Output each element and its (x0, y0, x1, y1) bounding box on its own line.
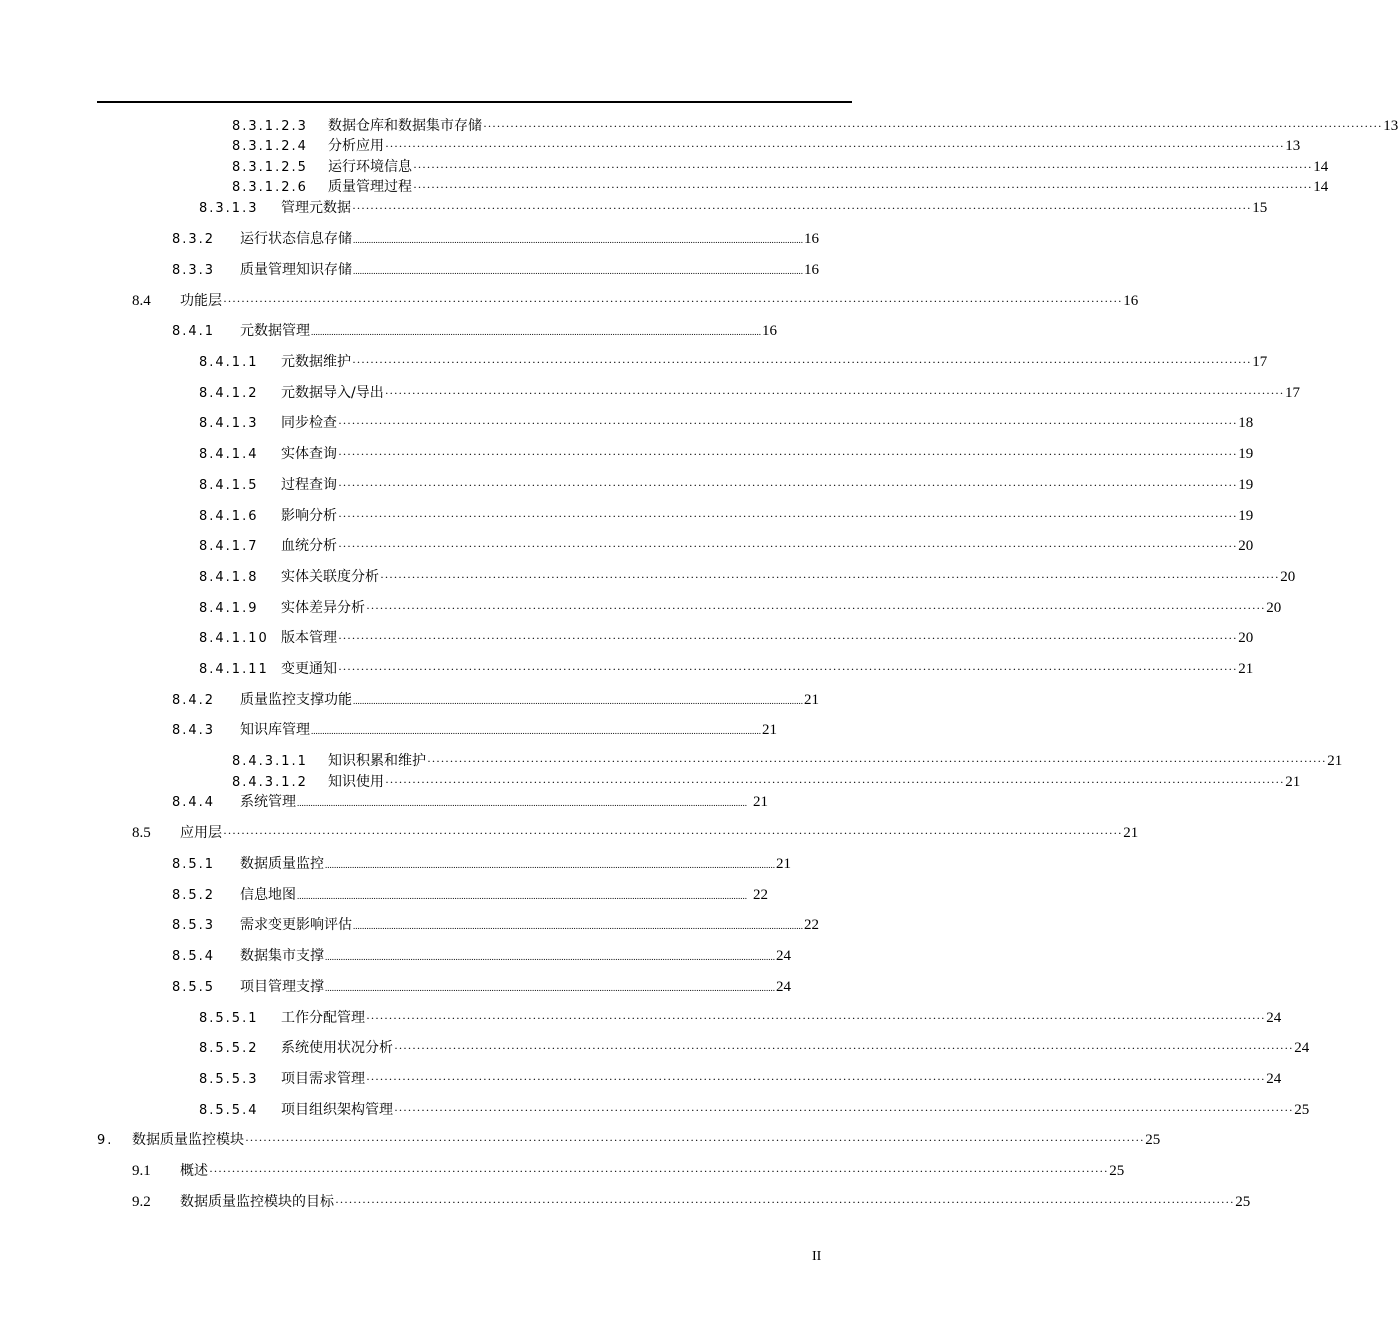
toc-entry-title: 需求变更影响评估 (240, 917, 352, 933)
toc-entry-page: 20 (1238, 538, 1254, 554)
toc-entry-number: 8.5.5.1 (199, 1011, 259, 1026)
toc-entry[interactable] (172, 691, 819, 709)
toc-entry[interactable] (232, 178, 1329, 196)
toc-entry-title: 数据质量监控模块 (132, 1132, 244, 1148)
toc-entry-title: 项目组织架构管理 (281, 1102, 393, 1118)
toc-entry[interactable] (199, 199, 1268, 217)
toc-entry-page: 21 (753, 794, 768, 810)
toc-entry-page: 21 (1285, 774, 1301, 790)
toc-dot-leader: ········································································································································································································ (338, 478, 1238, 492)
toc-dot-leader: ········································································································································································································ (338, 539, 1238, 553)
toc-entry-title: 元数据导入/导出 (281, 385, 384, 401)
toc-dot-leader: ········································································································································································································ (384, 386, 1284, 400)
toc-dot-leader: ········································································································································································································ (209, 1164, 1109, 1178)
toc-dot-leader: ........................................................................................................................................................................................................ (353, 696, 803, 706)
toc-entry-number: 8.4.1.3 (199, 416, 259, 431)
toc-dot-leader: ........................................................................................................................................................................................................ (325, 983, 775, 993)
toc-entry-page: 16 (804, 231, 819, 247)
toc-entry-number: 8.5.5.3 (199, 1072, 259, 1087)
toc-dot-leader: ········································································································································································································ (338, 416, 1238, 430)
toc-entry-page: 25 (1235, 1194, 1251, 1210)
toc-entry[interactable] (199, 414, 1254, 432)
toc-dot-leader: ········································································································································································································ (413, 160, 1313, 174)
toc-entry-number: 8.5.5 (172, 980, 216, 995)
toc-dot-leader: ........................................................................................................................................................................................................ (297, 798, 747, 808)
toc-entry-page: 20 (1266, 600, 1282, 616)
toc-entry[interactable] (172, 978, 791, 996)
toc-entry-page: 14 (1313, 159, 1329, 175)
toc-entry-number: 8.4.1.5 (199, 478, 259, 493)
toc-entry[interactable] (132, 1193, 1251, 1211)
toc-entry-page: 21 (776, 856, 791, 872)
toc-entry[interactable] (199, 507, 1254, 525)
toc-entry-page: 22 (753, 887, 768, 903)
toc-dot-leader: ········································································································································································································ (385, 139, 1285, 153)
toc-dot-leader: ········································································································································································································ (352, 201, 1252, 215)
toc-entry-title: 系统管理 (240, 794, 296, 810)
toc-entry-number: 8.4.3.1.1 (232, 754, 308, 769)
toc-entry-page: 15 (1252, 200, 1268, 216)
toc-entry-title: 系统使用状况分析 (281, 1040, 393, 1056)
toc-entry-number: 8.5.5.2 (199, 1041, 259, 1056)
toc-entry-number: 8.4.1.1 (199, 355, 259, 370)
toc-entry-page: 13 (1285, 138, 1301, 154)
toc-dot-leader: ········································································································································································································ (223, 826, 1123, 840)
toc-entry-number: 8.4.3 (172, 723, 216, 738)
toc-entry-number: 8.4.1.11 (199, 662, 269, 677)
toc-entry[interactable] (172, 261, 819, 279)
toc-entry[interactable] (132, 824, 1139, 842)
toc-dot-leader: ········································································································································································································ (413, 180, 1313, 194)
toc-entry-title: 功能层 (180, 293, 222, 309)
toc-entry-title: 运行状态信息存储 (240, 231, 352, 247)
toc-entry-page: 22 (804, 917, 819, 933)
toc-entry-title: 质量管理过程 (328, 179, 412, 195)
toc-entry-title: 质量管理知识存储 (240, 262, 352, 278)
toc-dot-leader: ········································································································································································································ (427, 754, 1327, 768)
toc-entry-page: 21 (1238, 661, 1254, 677)
toc-dot-leader: ········································································································································································································ (338, 631, 1238, 645)
toc-entry[interactable] (232, 117, 1398, 135)
toc-entry[interactable] (199, 445, 1254, 463)
toc-entry-title: 血统分析 (281, 538, 337, 554)
toc-entry[interactable] (199, 1039, 1310, 1057)
toc-entry[interactable] (232, 773, 1301, 791)
toc-entry-page: 20 (1238, 630, 1254, 646)
toc-entry-title: 数据集市支撑 (240, 948, 324, 964)
toc-entry-title: 版本管理 (281, 630, 337, 646)
toc-entry-title: 项目需求管理 (281, 1071, 365, 1087)
toc-entry-number: 9. (97, 1133, 114, 1148)
toc-entry[interactable] (172, 886, 768, 904)
toc-entry-page: 25 (1109, 1163, 1125, 1179)
toc-entry[interactable] (172, 855, 791, 873)
toc-entry[interactable] (172, 322, 777, 340)
toc-dot-leader: ········································································································································································································ (338, 447, 1238, 461)
toc-entry-title: 分析应用 (328, 138, 384, 154)
toc-dot-leader: ········································································································································································································ (366, 601, 1266, 615)
toc-entry-title: 实体差异分析 (281, 600, 365, 616)
toc-dot-leader: ········································································································································································································ (483, 119, 1383, 133)
toc-entry-title: 质量监控支撑功能 (240, 692, 352, 708)
toc-entry-page: 25 (1145, 1132, 1161, 1148)
toc-entry-page: 17 (1284, 385, 1300, 401)
toc-entry[interactable] (199, 1009, 1282, 1027)
toc-entry[interactable] (199, 629, 1254, 647)
toc-entry[interactable] (199, 660, 1254, 678)
toc-entry-page: 24 (1266, 1071, 1282, 1087)
toc-dot-leader: ········································································································································································································ (394, 1103, 1294, 1117)
toc-dot-leader: ········································································································································································································ (223, 294, 1123, 308)
toc-entry-number: 9.2 (132, 1194, 151, 1210)
toc-entry[interactable] (232, 137, 1301, 155)
toc-entry[interactable] (132, 1162, 1125, 1180)
toc-entry[interactable] (199, 384, 1300, 402)
toc-entry[interactable] (199, 1070, 1282, 1088)
toc-dot-leader: ........................................................................................................................................................................................................ (311, 327, 761, 337)
toc-entry-page: 14 (1313, 179, 1329, 195)
toc-dot-leader: ........................................................................................................................................................................................................ (325, 860, 775, 870)
toc-entry-page: 20 (1280, 569, 1296, 585)
toc-entry-number: 8.5 (132, 825, 151, 841)
toc-entry-page: 21 (762, 722, 777, 738)
toc-entry-number: 8.4.1.8 (199, 570, 259, 585)
toc-entry-title: 知识使用 (328, 774, 384, 790)
toc-entry[interactable] (199, 537, 1254, 555)
toc-entry-title: 变更通知 (281, 661, 337, 677)
toc-entry-number: 8.4 (132, 293, 151, 309)
toc-entry[interactable] (232, 752, 1343, 770)
toc-entry-page: 24 (776, 979, 791, 995)
toc-entry[interactable] (199, 568, 1296, 586)
toc-dot-leader: ········································································································································································································ (335, 1195, 1235, 1209)
toc-entry[interactable] (97, 1131, 1161, 1149)
toc-entry-page: 24 (776, 948, 791, 964)
toc-entry-title: 过程查询 (281, 477, 337, 493)
toc-dot-leader: ........................................................................................................................................................................................................ (353, 921, 803, 931)
toc-dot-leader: ········································································································································································································ (352, 355, 1252, 369)
toc-entry-number: 8.3.1.2.4 (232, 139, 308, 154)
toc-dot-leader: ········································································································································································································ (338, 662, 1238, 676)
toc-entry-number: 8.3.1.2.5 (232, 160, 308, 175)
toc-entry-title: 概述 (180, 1163, 208, 1179)
toc-entry-page: 24 (1266, 1010, 1282, 1026)
toc-entry-page: 19 (1238, 477, 1254, 493)
toc-entry[interactable] (232, 158, 1329, 176)
toc-dot-leader: ........................................................................................................................................................................................................ (353, 266, 803, 276)
toc-entry-number: 8.4.2 (172, 693, 216, 708)
toc-entry-title: 实体查询 (281, 446, 337, 462)
toc-entry-page: 16 (804, 262, 819, 278)
toc-entry-number: 9.1 (132, 1163, 151, 1179)
toc-entry-number: 8.4.1.7 (199, 539, 259, 554)
toc-entry[interactable] (199, 353, 1268, 371)
toc-entry[interactable] (172, 721, 777, 739)
toc-entry-page: 17 (1252, 354, 1268, 370)
toc-entry-title: 工作分配管理 (281, 1010, 365, 1026)
toc-dot-leader: ........................................................................................................................................................................................................ (297, 891, 747, 901)
toc-entry-number: 8.4.3.1.2 (232, 775, 308, 790)
toc-entry-number: 8.4.1.4 (199, 447, 259, 462)
toc-entry-title: 实体关联度分析 (281, 569, 379, 585)
toc-entry-number: 8.4.4 (172, 795, 216, 810)
toc-entry-number: 8.3.1.3 (199, 201, 259, 216)
toc-entry-title: 同步检查 (281, 415, 337, 431)
toc-entry[interactable] (132, 292, 1139, 310)
toc-entry-title: 信息地图 (240, 887, 296, 903)
toc-entry-page: 25 (1294, 1102, 1310, 1118)
toc-entry-page: 16 (762, 323, 777, 339)
toc-entry[interactable] (172, 793, 768, 811)
toc-entry-title: 应用层 (180, 825, 222, 841)
toc-entry-number: 8.4.1.10 (199, 631, 269, 646)
toc-entry-number: 8.5.3 (172, 918, 216, 933)
toc-dot-leader: ········································································································································································································ (338, 509, 1238, 523)
toc-entry-title: 元数据管理 (240, 323, 310, 339)
toc-dot-leader: ........................................................................................................................................................................................................ (353, 235, 803, 245)
toc-entry-title: 数据质量监控 (240, 856, 324, 872)
toc-entry-page: 13 (1383, 118, 1398, 134)
toc-entry-title: 数据质量监控模块的目标 (180, 1194, 334, 1210)
toc-entry-page: 19 (1238, 508, 1254, 524)
toc-entry[interactable] (172, 916, 819, 934)
toc-entry-number: 8.5.4 (172, 949, 216, 964)
toc-entry-page: 24 (1294, 1040, 1310, 1056)
toc-entry-title: 数据仓库和数据集市存储 (328, 118, 482, 134)
toc-entry[interactable] (172, 947, 791, 965)
toc-entry-number: 8.3.2 (172, 232, 216, 247)
toc-entry-number: 8.4.1 (172, 324, 216, 339)
toc-dot-leader: ········································································································································································································ (366, 1072, 1266, 1086)
toc-dot-leader: ········································································································································································································ (245, 1133, 1145, 1147)
toc-entry[interactable] (199, 476, 1254, 494)
toc-entry-title: 知识库管理 (240, 722, 310, 738)
toc-entry-number: 8.5.2 (172, 888, 216, 903)
footer-page-number: II (812, 1249, 822, 1264)
toc-entry-page: 21 (1327, 753, 1343, 769)
toc-entry-number: 8.3.1.2.3 (232, 119, 308, 134)
toc-entry-page: 21 (1123, 825, 1139, 841)
toc-dot-leader: ········································································································································································································ (385, 775, 1285, 789)
toc-entry-number: 8.3.1.2.6 (232, 180, 308, 195)
toc-entry-title: 项目管理支撑 (240, 979, 324, 995)
toc-entry-number: 8.5.1 (172, 857, 216, 872)
toc-dot-leader: ········································································································································································································ (380, 570, 1280, 584)
toc-entry[interactable] (172, 230, 819, 248)
toc-entry[interactable] (199, 1101, 1310, 1119)
toc-entry-page: 21 (804, 692, 819, 708)
toc-dot-leader: ········································································································································································································ (394, 1041, 1294, 1055)
toc-entry-number: 8.5.5.4 (199, 1103, 259, 1118)
toc-dot-leader: ········································································································································································································ (366, 1011, 1266, 1025)
toc-entry-number: 8.4.1.2 (199, 386, 259, 401)
toc-entry-title: 知识积累和维护 (328, 753, 426, 769)
toc-dot-leader: ........................................................................................................................................................................................................ (311, 726, 761, 736)
toc-entry-number: 8.3.3 (172, 263, 216, 278)
toc-entry[interactable] (199, 599, 1282, 617)
toc-entry-number: 8.4.1.9 (199, 601, 259, 616)
toc-entry-title: 管理元数据 (281, 200, 351, 216)
toc-entry-title: 元数据维护 (281, 354, 351, 370)
toc-entry-title: 影响分析 (281, 508, 337, 524)
toc-entry-number: 8.4.1.6 (199, 509, 259, 524)
toc-dot-leader: ........................................................................................................................................................................................................ (325, 952, 775, 962)
toc-entry-page: 16 (1123, 293, 1139, 309)
toc-entry-page: 18 (1238, 415, 1254, 431)
toc-entry-page: 19 (1238, 446, 1254, 462)
toc-entry-title: 运行环境信息 (328, 159, 412, 175)
